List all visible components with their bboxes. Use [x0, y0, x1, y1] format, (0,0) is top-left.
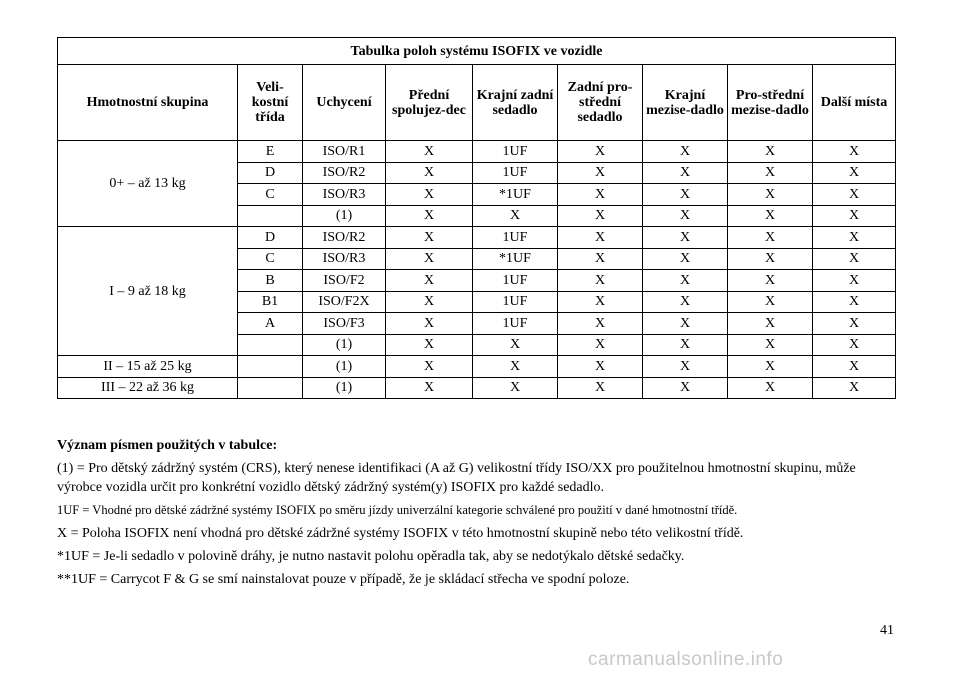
table-cell: X [643, 248, 728, 270]
table-cell: X [813, 141, 896, 163]
table-cell: ISO/R2 [303, 227, 386, 249]
column-header: Přední spolujez-dec [386, 65, 473, 141]
table-row [58, 227, 896, 249]
table-cell: X [386, 227, 473, 249]
table-cell: E [238, 141, 303, 163]
table-cell: X [558, 291, 643, 313]
table-cell: 1UF [473, 313, 558, 335]
column-header: Další místa [813, 65, 896, 141]
table-cell: 1UF [473, 162, 558, 184]
table-cell: X [558, 184, 643, 206]
table-cell: X [813, 248, 896, 270]
table-cell: X [728, 377, 813, 399]
table-cell: X [813, 227, 896, 249]
table-header-row [58, 65, 896, 141]
column-header: Veli-kostní třída [238, 65, 303, 141]
table-cell: X [728, 227, 813, 249]
table-cell: X [558, 356, 643, 378]
table-cell: B [238, 270, 303, 292]
table-cell: ISO/F2 [303, 270, 386, 292]
table-cell: ISO/R3 [303, 248, 386, 270]
table-cell: X [728, 205, 813, 227]
table-cell: X [558, 313, 643, 335]
table-cell: X [813, 377, 896, 399]
legend-note-5: **1UF = Carrycot F & G se smí nainstalovat pouze v případě, že je skládací střecha ve spodní poloze. [57, 572, 630, 587]
table-body [58, 141, 896, 399]
table-cell: X [813, 184, 896, 206]
table-cell: X [813, 313, 896, 335]
table-cell: X [386, 248, 473, 270]
table-cell [238, 377, 303, 399]
table-cell: X [386, 270, 473, 292]
table-cell [238, 205, 303, 227]
table-cell: X [813, 291, 896, 313]
table-cell: ISO/R1 [303, 141, 386, 163]
table-cell: X [386, 334, 473, 356]
table-cell: X [558, 141, 643, 163]
weight-group-cell: 0+ – až 13 kg [58, 141, 238, 227]
table-cell: X [728, 141, 813, 163]
table-cell: ISO/R2 [303, 162, 386, 184]
legend-note-3: X = Poloha ISOFIX není vhodná pro dětské zádržné systémy ISOFIX v této hmotnostní skupině nebo této velikostní třídě. [57, 526, 744, 541]
table-cell: (1) [303, 334, 386, 356]
table-cell: X [813, 205, 896, 227]
table-cell: X [386, 377, 473, 399]
table-cell: A [238, 313, 303, 335]
legend-notes [57, 436, 895, 593]
table-cell: X [643, 291, 728, 313]
table-cell: X [643, 313, 728, 335]
table-cell: X [386, 184, 473, 206]
table-cell: X [643, 356, 728, 378]
column-header: Krajní mezise-dadlo [643, 65, 728, 141]
table-cell: (1) [303, 356, 386, 378]
table-cell: X [386, 291, 473, 313]
table-cell: X [473, 377, 558, 399]
weight-group-cell: III – 22 až 36 kg [58, 377, 238, 399]
table-cell: X [386, 162, 473, 184]
table-cell: ISO/F2X [303, 291, 386, 313]
table-cell: X [728, 334, 813, 356]
table-cell: X [558, 248, 643, 270]
table-cell: X [558, 162, 643, 184]
legend-heading: Význam písmen použitých v tabulce: [57, 438, 278, 453]
table-cell: X [473, 334, 558, 356]
table-cell: 1UF [473, 227, 558, 249]
table-cell: X [728, 184, 813, 206]
weight-group-cell: II – 15 až 25 kg [58, 356, 238, 378]
column-header: Uchycení [303, 65, 386, 141]
table-cell: X [728, 270, 813, 292]
table-cell: X [813, 334, 896, 356]
column-header: Pro-střední mezise-dadlo [728, 65, 813, 141]
table-cell: X [386, 313, 473, 335]
table-cell: X [728, 248, 813, 270]
table-cell: X [643, 141, 728, 163]
table-cell: D [238, 162, 303, 184]
table-row [58, 377, 896, 399]
table-cell: X [558, 377, 643, 399]
table-cell: D [238, 227, 303, 249]
table-cell: X [558, 205, 643, 227]
table-cell: X [473, 356, 558, 378]
table-cell: (1) [303, 205, 386, 227]
legend-note-2: 1UF = Vhodné pro dětské zádržné systémy ISOFIX po směru jízdy univerzální kategorie schválené pro použití v dané hmotnostní třídě. [57, 503, 738, 517]
table-cell: X [558, 227, 643, 249]
table-cell: X [473, 205, 558, 227]
table-cell: *1UF [473, 184, 558, 206]
page-number: 41 [880, 623, 894, 638]
table-cell: X [386, 141, 473, 163]
table-cell: X [386, 205, 473, 227]
table-cell: X [813, 162, 896, 184]
table-cell: (1) [303, 377, 386, 399]
table-cell: *1UF [473, 248, 558, 270]
isofix-table [57, 37, 896, 399]
table-cell: 1UF [473, 270, 558, 292]
table-row [58, 356, 896, 378]
table-cell: X [813, 356, 896, 378]
table-cell: X [643, 205, 728, 227]
table-cell: X [643, 227, 728, 249]
table-cell: X [813, 270, 896, 292]
table-cell: X [643, 184, 728, 206]
watermark: carmanualsonline.info [588, 649, 784, 670]
legend-note-1: (1) = Pro dětský zádržný systém (CRS), který nenese identifikaci (A až G) velikostní třídy ISO/XX pro použitelnou hmotnostní skupinu, může výrobce vozidla určit pro konkrétní vozidlo dětský zádržný systém(y) ISOFIX pro každé sedadlo. [57, 461, 856, 495]
table-cell: X [643, 377, 728, 399]
table-cell: X [643, 334, 728, 356]
table-cell: 1UF [473, 291, 558, 313]
table-cell: X [728, 356, 813, 378]
column-header: Hmotnostní skupina [58, 65, 238, 141]
column-header: Krajní zadní sedadlo [473, 65, 558, 141]
table-cell: X [643, 162, 728, 184]
table-cell: X [728, 162, 813, 184]
table-cell: C [238, 248, 303, 270]
table-cell: B1 [238, 291, 303, 313]
table-title: Tabulka poloh systému ISOFIX ve vozidle [58, 38, 896, 65]
table-cell: X [386, 356, 473, 378]
table-cell: X [558, 270, 643, 292]
column-header: Zadní pro-střední sedadlo [558, 65, 643, 141]
table-cell: ISO/R3 [303, 184, 386, 206]
table-cell: 1UF [473, 141, 558, 163]
table-cell [238, 334, 303, 356]
table-row [58, 141, 896, 163]
table-cell: X [643, 270, 728, 292]
table-cell: X [728, 313, 813, 335]
table-cell [238, 356, 303, 378]
table-cell: X [728, 291, 813, 313]
weight-group-cell: I – 9 až 18 kg [58, 227, 238, 356]
legend-note-4: *1UF = Je-li sedadlo v polovině dráhy, je nutno nastavit polohu opěradla tak, aby se nedotýkalo dětské sedačky. [57, 549, 685, 564]
table-cell: ISO/F3 [303, 313, 386, 335]
table-cell: C [238, 184, 303, 206]
table-cell: X [558, 334, 643, 356]
